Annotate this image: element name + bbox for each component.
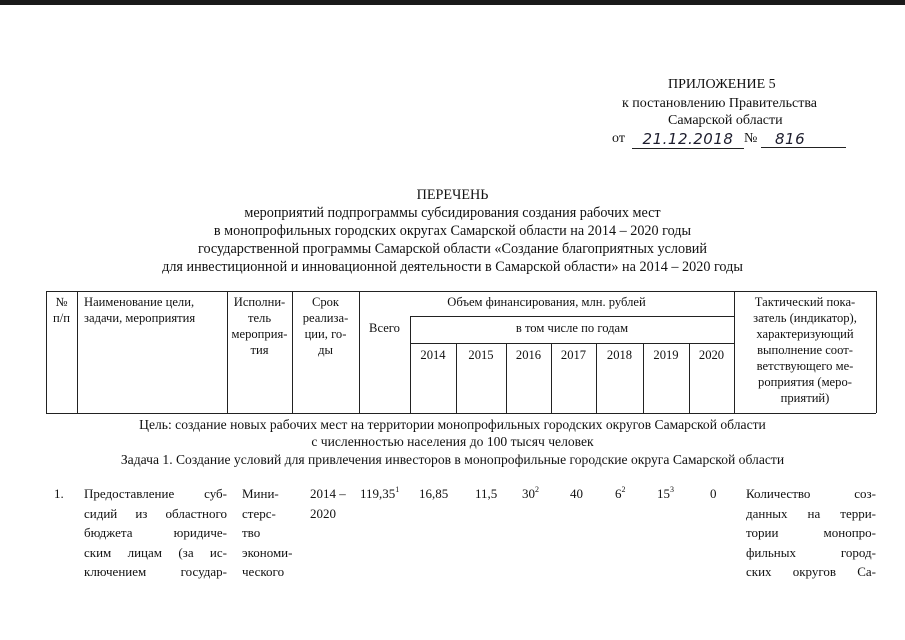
title-line-3: государственной программы Самарской области «Создание благоприятных условий	[198, 241, 707, 257]
handwritten-date: 21.12.2018	[642, 130, 734, 148]
col-header-num: № п/п	[53, 295, 70, 325]
row-2019: $15^3$	[657, 485, 674, 501]
row-name: Предоставление суб- сидий из областного бюджета юридиче- ским лицам (за ис- ключением государ-	[84, 486, 227, 579]
col-header-total: Всего	[369, 321, 400, 335]
goal-line-2: с численностью населения до 100 тысяч человек	[311, 434, 594, 449]
col-header-term: Срок реализа- ции, го- ды	[302, 295, 349, 357]
date-field	[632, 130, 744, 149]
appendix-line-2: Самарской области	[668, 113, 783, 128]
col-header-funding: Объем финансирования, млн. рублей	[447, 295, 646, 309]
number-label: №	[744, 131, 758, 146]
task-1: Задача 1. Создание условий для привлечения инвесторов в монопрофильные городские округа Самарской области	[120, 452, 785, 467]
title-line-4: для инвестиционной и инновационной деятельности в Самарской области» на 2014 – 2020 годы	[162, 259, 743, 275]
appendix-line-1: к постановлению Правительства	[622, 96, 818, 111]
handwritten-number: 816	[775, 130, 806, 148]
row-2020: 0	[710, 486, 717, 501]
years-row-border	[410, 343, 734, 344]
scan-top-border	[0, 0, 905, 5]
row-number: 1.	[54, 486, 64, 501]
col-header-executor: Исполни- тель мероприя- тия	[231, 295, 288, 357]
appendix-title: ПРИЛОЖЕНИЕ 5	[668, 77, 776, 92]
row-executor: Мини- стерс- тво экономи- ческого	[242, 486, 293, 579]
from-label: от	[612, 131, 625, 146]
row-term: 2014 – 2020	[310, 486, 346, 521]
col-header-year: 2018	[606, 348, 633, 362]
col-header-year: 2014	[420, 348, 446, 362]
col-border	[77, 291, 78, 413]
row-2017: 40	[570, 486, 583, 501]
row-indicator: Количество соз- данных на терри- тории монопро- фильных город- ских округов Са-	[746, 486, 876, 579]
row-2018: $6^2$	[615, 485, 626, 501]
col-header-year: 2020	[698, 348, 725, 362]
row-2014: 16,85	[419, 486, 449, 501]
table-top-border	[46, 291, 876, 292]
row-2015: 11,5	[475, 486, 498, 501]
col-border	[876, 291, 877, 413]
col-header-year: 2016	[515, 348, 542, 362]
row-total: 119,35$^1$	[360, 485, 400, 501]
goal-line-1: Цель: создание новых рабочих мест на территории монопрофильных городских округов Самарской области	[139, 417, 766, 432]
row-2016: $30^2$	[522, 485, 539, 501]
year-group-border	[410, 316, 734, 317]
col-header-indicator: Тактический пока- затель (индикатор), характеризующий выполнение соот- ветствующего ме- роприятия (меро- приятий)	[753, 295, 857, 405]
table-header-bottom	[46, 413, 876, 414]
col-header-year: 2019	[653, 348, 679, 362]
col-header-year: 2017	[560, 348, 587, 362]
title-heading: ПЕРЕЧЕНЬ	[416, 187, 489, 203]
col-header-name: Наименование цели, задачи, мероприятия	[84, 295, 196, 325]
title-line-1: мероприятий подпрограммы субсидирования создания рабочих мест	[244, 205, 661, 221]
title-line-2: в монопрофильных городских округах Самарской области на 2014 – 2020 годы	[213, 223, 692, 239]
col-header-year: 2015	[468, 348, 494, 362]
number-field	[761, 130, 846, 148]
col-header-by-year: в том числе по годам	[515, 321, 629, 335]
